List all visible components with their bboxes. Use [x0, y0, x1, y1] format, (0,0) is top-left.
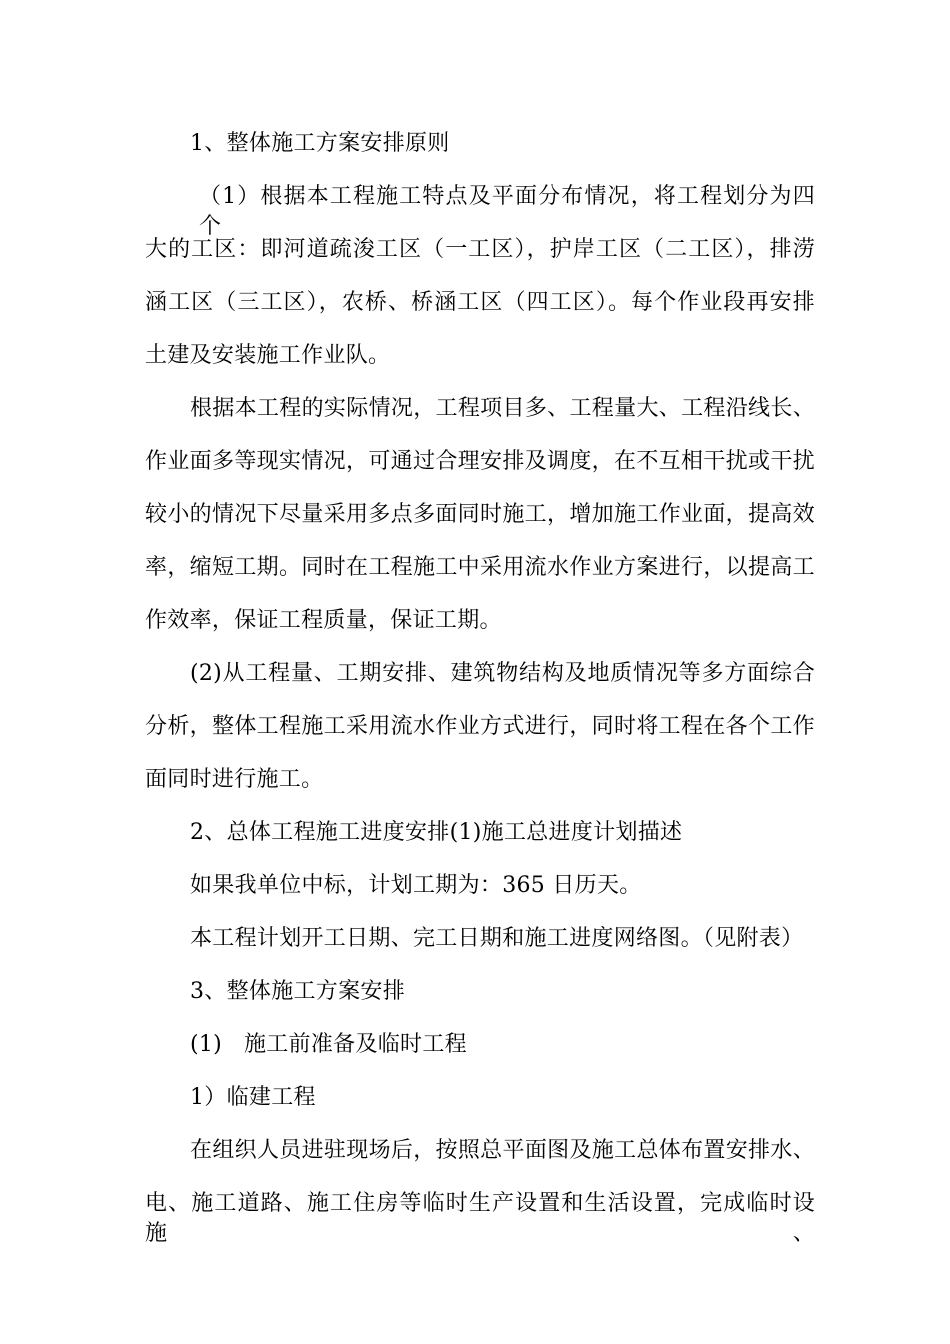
paragraph-line: 土建及安装施工作业队。 [145, 343, 391, 368]
paragraph-line: 电、施工道路、施工住房等临时生产设置和生活设置，完成临时设施、 [145, 1191, 815, 1246]
paragraph-line: 根据本工程的实际情况，工程项目多、工程量大、工程沿线长、 [190, 396, 815, 421]
paragraph-line: 作业面多等现实情况，可通过合理安排及调度，在不互相干扰或干扰 [145, 449, 815, 474]
section-heading-3: 3、整体施工方案安排 [190, 979, 405, 1004]
paragraph-line: 在组织人员进驻现场后，按照总平面图及施工总体布置安排水、 [190, 1138, 815, 1163]
section-heading-2: 2、总体工程施工进度安排(1)施工总进度计划描述 [190, 820, 683, 845]
paragraph-line: (2)从工程量、工期安排、建筑物结构及地质情况等多方面综合 [190, 661, 815, 686]
paragraph-line: 分析，整体工程施工采用流水作业方式进行，同时将工程在各个工作 [145, 714, 815, 739]
paragraph-line: 如果我单位中标，计划工期为：365 日历天。 [190, 873, 642, 898]
paragraph-line: 较小的情况下尽量采用多点多面同时施工，增加施工作业面，提高效 [145, 502, 815, 527]
subsection-heading: 1）临建工程 [190, 1085, 316, 1110]
paragraph-line: 涵工区（三工区），农桥、桥涵工区（四工区）。每个作业段再安排 [145, 290, 815, 315]
subsection-heading: (1) 施工前准备及临时工程 [190, 1032, 467, 1057]
paragraph-line: 作效率，保证工程质量，保证工期。 [145, 608, 502, 633]
paragraph-line: （1）根据本工程施工特点及平面分布情况，将工程划分为四个 [199, 184, 815, 239]
paragraph-line: 率，缩短工期。同时在工程施工中采用流水作业方案进行，以提高工 [145, 555, 815, 580]
paragraph-line: 本工程计划开工日期、完工日期和施工进度网络图。（见附表） [190, 926, 804, 951]
paragraph-line: 面同时进行施工。 [145, 767, 324, 792]
section-heading-1: 1、整体施工方案安排原则 [190, 131, 450, 156]
paragraph-line: 大的工区：即河道疏浚工区（一工区），护岸工区（二工区），排涝 [145, 237, 815, 262]
